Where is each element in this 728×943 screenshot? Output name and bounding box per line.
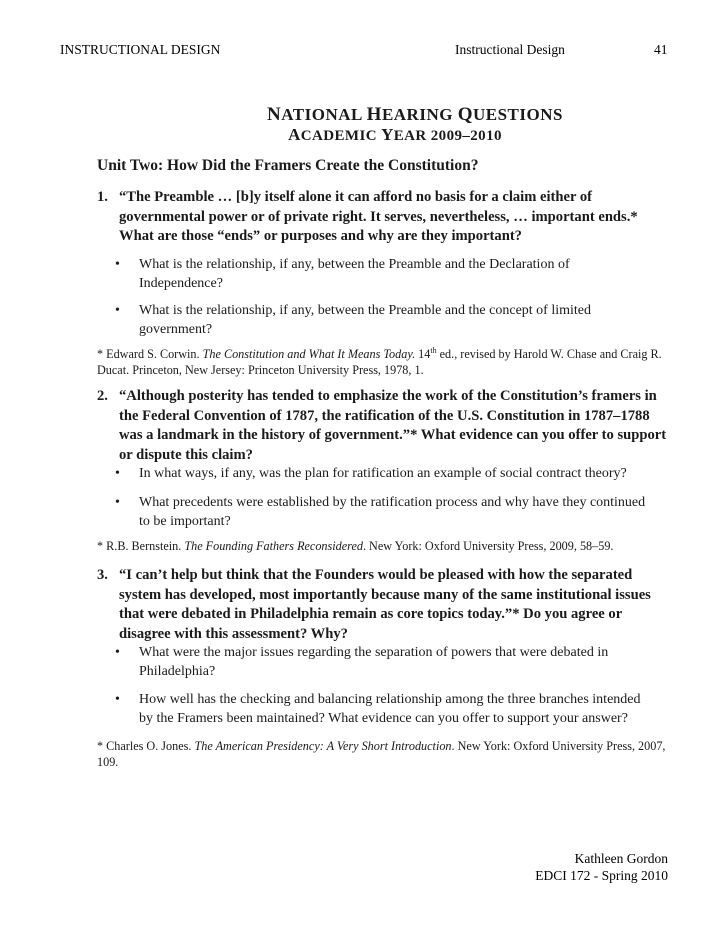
question-1 [95,188,695,247]
footnote-title: The Constitution and What It Means Today. [202,347,416,361]
question-text [119,566,695,644]
bullet-line: to be important? [139,514,231,529]
question-line: disagree with this assessment? Why? [119,625,348,642]
footnote-1 [97,346,687,378]
subtitle-letter: A [288,125,301,144]
bullet-line: What precedents were established by the ratification process and why have they continued [139,495,646,510]
footnote-prefix: * Edward S. Corwin. [97,347,203,361]
question-number: 2. [97,388,108,404]
bullet-line: What were the major issues regarding the separation of powers that were debated in [139,645,609,660]
bullet-icon: • [115,692,120,707]
bullet-icon: • [115,645,120,660]
footnote-prefix: * R.B. Bernstein. [97,539,185,553]
footnote-superscript: th [430,345,437,355]
question-number: 1. [97,189,108,205]
footnote-text: . New York: Oxford University Press, 2007, 109. [97,739,666,769]
question-line: What are those “ends” or purposes and why are they important? [119,228,522,244]
question-line: “The Preamble … [b]y itself alone it can afford no basis for a claim either of [119,189,593,205]
bullet-icon: • [115,466,120,481]
subtitle-letter: Y [381,125,394,144]
bullet-line: How well has the checking and balancing relationship among the three branches intended [139,692,641,707]
question-line: or dispute this claim? [119,446,253,463]
question-line: the Federal Convention of 1787, the ratification of the U.S. Constitution in 1787–1788 [119,407,650,424]
page-number: 41 [654,42,668,57]
footnote-2 [97,538,687,554]
bullet-line: by the Framers been maintained? What evidence can you offer to support your answer? [139,711,628,726]
question-2 [95,387,695,465]
bullet-item [111,643,681,681]
question-text [119,188,695,247]
unit-heading: Unit Two: How Did the Framers Create the Constitution? [97,157,479,174]
footnote-edition: 14 [415,347,431,361]
footnote-text: . New York: Oxford University Press, 2009, 58–59. [362,539,614,553]
bullet-line: What is the relationship, if any, between the Preamble and the Declaration of [139,257,570,272]
title-text: ATIONAL [281,105,367,124]
footnote-title: The American Presidency: A Very Short Introduction [194,739,452,753]
question-number: 3. [97,567,108,583]
title-text: EARING [381,105,458,124]
footer-course: EDCI 172 - Spring 2010 [535,868,668,883]
bullet-line: Philadelphia? [139,664,216,679]
bullet-icon: • [115,257,120,272]
bullet-icon: • [115,303,120,318]
bullet-icon: • [115,495,120,510]
title-text: UESTIONS [472,105,563,124]
title-letter: Q [457,104,473,125]
question-line: “I can’t help but think that the Founders would be pleased with how the separated [119,567,633,583]
running-header-title: Instructional Design [455,42,565,57]
running-header-left: INSTRUCTIONAL DESIGN [60,42,221,57]
footnote-text: Ducat. Princeton, New Jersey: Princeton University Press, 1978, 1. [97,363,424,377]
question-line: governmental power or of private right. It serves, nevertheless, … important ends.* [119,208,638,225]
document-subtitle [95,125,695,145]
footnote-title: The Founding Fathers Reconsidered [184,539,363,553]
question-line: system has developed, most importantly because many of the same institutional issues [119,586,651,603]
question-text [119,387,695,465]
bullet-item [111,301,681,339]
subtitle-text: EAR 2009–2010 [393,128,502,144]
footnote-text: ed., revised by Harold W. Chase and Craig R. [436,347,662,361]
bullet-item [111,255,681,293]
question-line: “Although posterity has tended to emphasize the work of the Constitution’s framers in [119,388,657,404]
footer-author: Kathleen Gordon [574,851,668,866]
bullet-item [111,690,681,728]
bullet-line: In what ways, if any, was the plan for ratification an example of social contract theory? [139,466,627,481]
footnote-3 [97,738,687,770]
question-3 [95,566,695,644]
question-line: that were debated in Philadelphia remain as core topics today.”* Do you agree or [119,606,623,622]
bullet-line: What is the relationship, if any, between the Preamble and the concept of limited [139,303,591,318]
bullet-line: government? [139,322,213,337]
footnote-prefix: * Charles O. Jones. [97,739,195,753]
subtitle-text: CADEMIC [300,128,382,144]
bullet-item [111,464,681,483]
title-letter: H [366,104,382,125]
document-title [135,104,695,125]
question-line: was a landmark in the history of government.”* What evidence can you offer to support [119,427,667,443]
bullet-line: Independence? [139,276,223,291]
bullet-item [111,493,681,531]
title-letter: N [267,104,282,125]
